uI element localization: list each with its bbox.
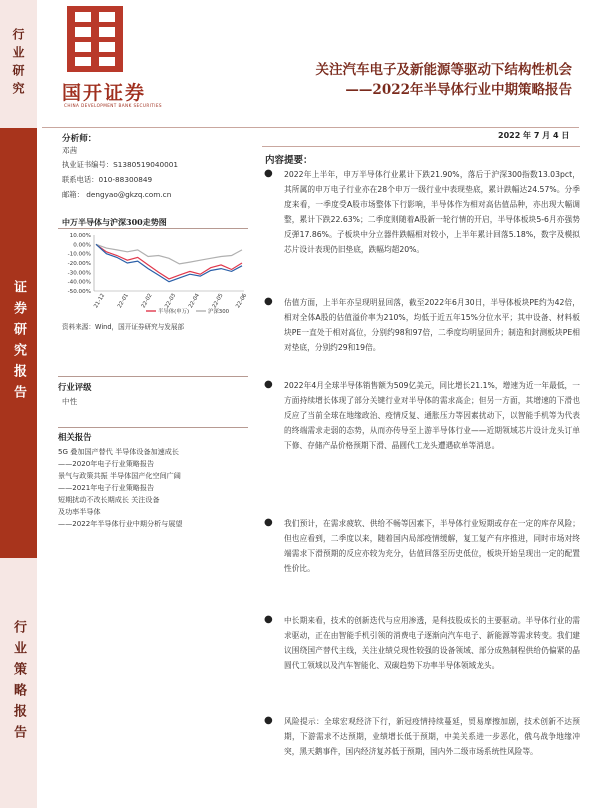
analyst-name: 邓茜: [62, 146, 78, 155]
related-reports-list: [58, 446, 250, 530]
report-title: 关注汽车电子及新能源等驱动下结构性机会: [315, 62, 572, 78]
analyst-email[interactable]: 邮箱： dengyao@gkzq.com.cn: [62, 190, 172, 199]
logo-english: CHINA DEVELOPMENT BANK SECURITIES: [64, 103, 162, 108]
bullet-dot-icon: ●: [264, 168, 273, 179]
rating-value: 中性: [62, 397, 78, 406]
chart-title: 中万半导体与沪深300走势图: [62, 217, 167, 227]
sidebar-label-strategy-report: 行业策略报告: [11, 620, 26, 746]
report-line[interactable]: 景气与政策共振 半导体国产化空间广阔: [58, 471, 181, 480]
analyst-phone: 联系电话：010-88300849: [62, 175, 153, 184]
reports-heading: 相关报告: [58, 432, 92, 442]
summary-bullet-text: 风险提示：全球宏观经济下行，新冠疫情持续蔓延，贸易摩擦加剧，技术创新不达预期，下游需求不达预期，业绩增长低于预期，中美关系进一步恶化，俄乌战争地缘冲突，黑天鹅事件，国内经济复苏低于预期，国内外二级市场系统性风险等。: [284, 717, 580, 756]
x-tick-label: 22-03: [164, 292, 178, 310]
x-tick-label: 22-06: [235, 292, 248, 310]
reports-divider: [58, 427, 248, 428]
y-tick-label: -30.00%: [67, 270, 91, 277]
sidebar-label-industry-research: 行业研究: [11, 28, 25, 100]
logo-name: 国开证券: [62, 82, 147, 104]
analyst-heading: 分析师：: [62, 134, 97, 144]
summary-bullet-text: 中长期来看，技术的创新迭代与应用渗透，是科技股成长的主要驱动。半导体行业的需求驱动，正在由智能手机引领的消费电子逐渐向汽车电子、新能源等需求转变。我们建议围绕国产替代主线，关注业绩兑现性较强的设备领域、部分成熟制程供给仍偏紧的晶圆代工领域以及汽车智能化、双碳趋势下功率半导体领域龙头。: [284, 616, 580, 670]
summary-bullet-text: 我们预计，在需求疲软、供给不畅等因素下，半导体行业短期或存在一定的库存风险；但也应看到，二季度以来，随着国内局部疫情缓解，复工复产有序推进，同时市场对终端需求下滑预期的反应亦较为充分，估值回落至历史低位，板块开始呈现出一定的配置性价比。: [284, 519, 580, 573]
x-tick-label: 22-05: [211, 292, 225, 310]
report-line[interactable]: 5G 叠加国产替代 半导体设备加速成长: [58, 447, 179, 456]
x-tick-label: 22-04: [187, 292, 201, 310]
bullet-dot-icon: ●: [264, 517, 273, 528]
rating-divider: [58, 376, 248, 377]
header-divider: [42, 127, 579, 128]
logo-emblem: [67, 6, 123, 72]
sidebar-label-securities-report: 证券研究报告: [11, 280, 26, 406]
bullet-dot-icon: ●: [264, 296, 273, 307]
legend-label: 沪深300: [208, 309, 230, 315]
sidebar-top-segment: [0, 0, 37, 128]
x-tick-label: 22-01: [116, 292, 130, 310]
y-tick-label: -10.00%: [67, 251, 91, 258]
report-date: 2022 年 7 月 4 日: [498, 131, 570, 140]
summary-bullet-text: 2022年4月全球半导体销售额为509亿美元，同比增长21.1%，增速为近一年最低，一方面持续增长体现了部分关键行业对半导体的需求高企；但另一方面，其增速的下滑也反应了当前全球在地缘政治、疫情反复、通胀压力等因素扰动下，以智能手机等为代表的终端需求走弱的态势，从而亦传导至上游半导体行业——近期领域芯片设计龙头订单下修、存储产品价格预期下滑、晶圆代工龙头遭遇砍单等消息。: [284, 381, 580, 450]
sidebar-middle-segment: [0, 128, 37, 558]
legend-label: 半导体(申万): [158, 309, 190, 315]
rating-heading: 行业评级: [58, 382, 92, 392]
summary-bullet-text: 估值方面，上半年亦呈现明显回落，截至2022年6月30日，半导体板块PE约为42倍，相对全体A股的估值溢价率为210%，均低于近五年15%分位水平；其中设备、材料板块PE一直处于相对高位，分别约98和97倍，二季度均明显回升；制造和封测板块PE相对垫底，分别约29和19倍。: [284, 298, 580, 352]
y-tick-label: 10.00%: [69, 233, 91, 239]
bullet-dot-icon: ●: [264, 379, 273, 390]
y-tick-label: -50.00%: [67, 289, 91, 295]
x-tick-label: 21-12: [93, 292, 107, 310]
bullet-dot-icon: ●: [264, 715, 273, 726]
company-logo: [62, 6, 162, 126]
report-subtitle: ——2022年半导体行业中期策略报告: [345, 82, 572, 98]
report-line[interactable]: 短期扰动不改长期成长 关注设备: [58, 495, 160, 504]
summary-divider: [262, 146, 580, 147]
trend-chart: [58, 229, 248, 319]
x-tick-label: 22-02: [140, 292, 154, 310]
summary-bullet-text: 2022年上半年，申万半导体行业累计下跌21.90%，落后于沪深300指数13.03pct，其所属的申万电子行业亦在28个申万一级行业中表现垫底，累计跌幅达24.57%。分季度来看，一季度受A股市场整体下行影响，半导体作为相对高估值品种，亦出现大幅调整，累计下跌22.63%；二季度则随着A股新一轮行情的开启，半导体板块5-6月亦强势反弹17.86%。子板块中分立器件跌幅相对较小，上半年累计回落5.18%，数字及模拟芯片设计表现仍旧垫底，跌幅均超20%。: [284, 170, 580, 254]
sidebar: [0, 0, 37, 808]
summary-heading: 内容提要：: [265, 155, 313, 166]
sidebar-bottom-segment: [0, 558, 37, 808]
report-line[interactable]: ——2020年电子行业策略报告: [58, 459, 155, 468]
report-line[interactable]: ——2021年电子行业策略报告: [58, 483, 155, 492]
series-line: [96, 244, 242, 264]
report-line[interactable]: 及功率半导体: [58, 507, 101, 516]
y-tick-label: 0.00%: [73, 242, 91, 249]
y-tick-label: -20.00%: [67, 261, 91, 267]
report-line[interactable]: ——2022年半导体行业中期分析与展望: [58, 519, 183, 528]
analyst-license: 执业证书编号：S1380519040001: [62, 160, 179, 169]
y-tick-label: -40.00%: [67, 279, 91, 286]
chart-source: 资料来源：Wind，国开证券研究与发展部: [62, 323, 185, 331]
bullet-dot-icon: ●: [264, 614, 273, 625]
